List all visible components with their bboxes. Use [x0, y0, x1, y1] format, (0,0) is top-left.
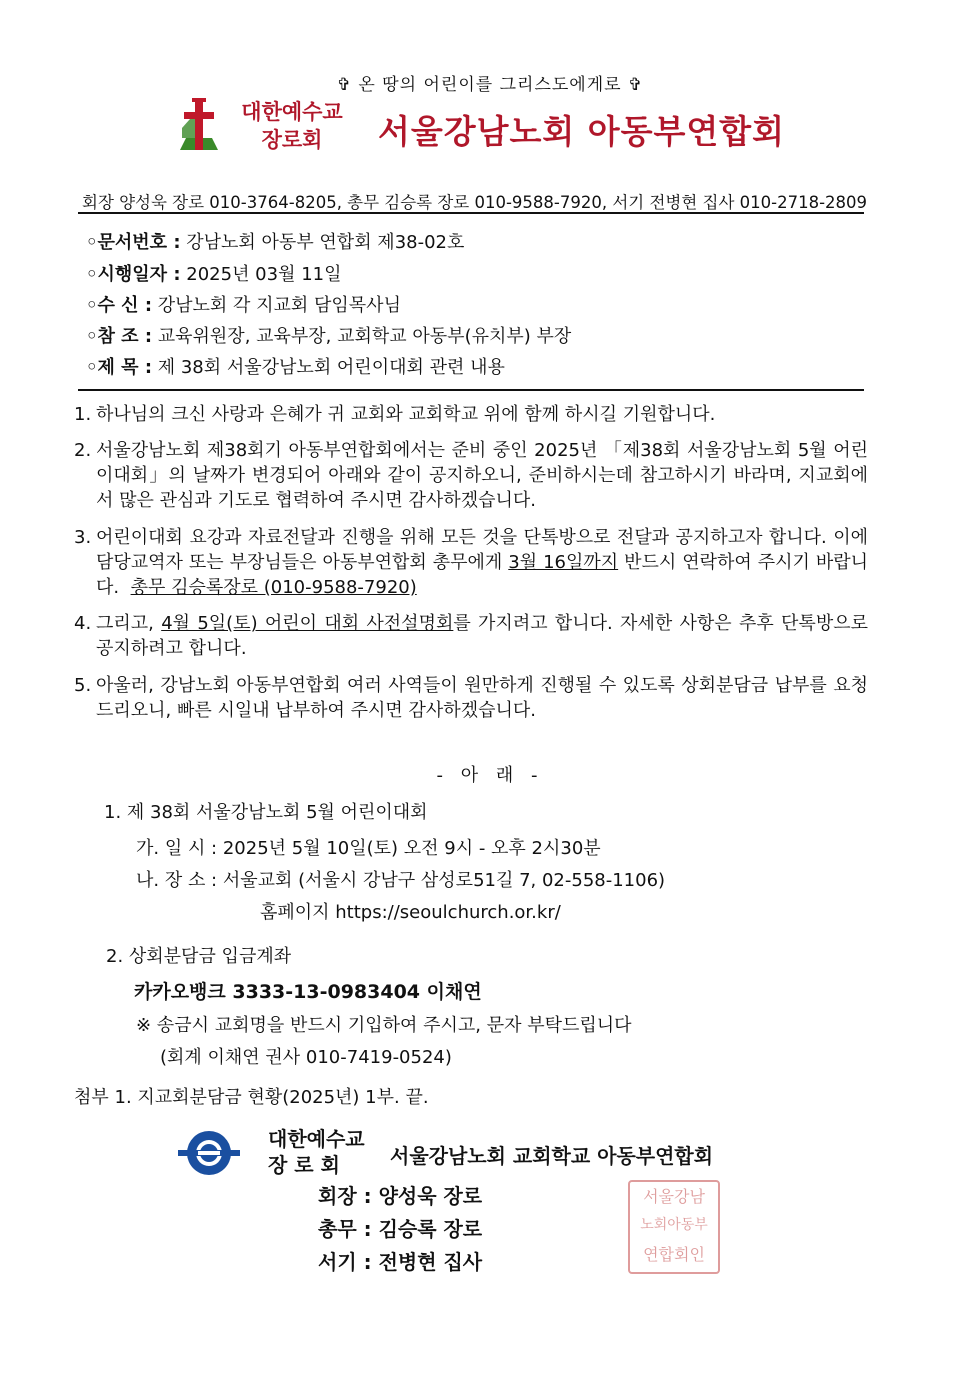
- footer-org-name: 대한예수교 장 로 회: [268, 1127, 365, 1177]
- treasurer-contact: (회계 이채연 권사 010-7419-0524): [160, 1047, 452, 1068]
- contact-underlined: 총무 김승록장로 (010-9588-7920): [130, 577, 417, 598]
- motto: ✞ 온 땅의 어린이를 그리스도에게로 ✞: [336, 75, 644, 95]
- page-title: 서울강남노회 아동부연합회: [378, 112, 786, 151]
- detail-item-1-date: 가. 일 시 : 2025년 5월 10일(토) 오전 9시 - 오후 2시30분: [136, 838, 601, 859]
- meta-date: ◦시행일자 : 2025년 03월 11일: [86, 264, 342, 285]
- remittance-note: ※ 송금시 교회명을 반드시 기입하여 주시고, 문자 부탁드립니다: [136, 1015, 632, 1036]
- meta-reference: ◦참 조 : 교육위원장, 교육부장, 교회학교 아동부(유치부) 부장: [86, 326, 572, 347]
- presbyterian-seal-icon: [178, 1130, 240, 1176]
- meta-subject: ◦제 목 : 제 38회 서울강남노회 어린이대회 관련 내용: [86, 357, 505, 378]
- contact-line: 회장 양성욱 장로 010-3764-8205, 총무 김승록 장로 010-9588-7920, 서기 전병현 집사 010-2718-2809: [82, 193, 868, 212]
- detail-item-2: 2. 상회분담금 입금계좌: [106, 946, 292, 967]
- paragraph-4: 4. 그리고, 4월 5일(토) 어린이 대회 사전설명회를 가지려고 합니다. 자세한 사항은 추후 단톡방으로 공지하려고 합니다.: [74, 613, 868, 659]
- detail-item-1: 1. 제 38회 서울강남노회 5월 어린이대회: [104, 802, 428, 823]
- meta-recipient: ◦수 신 : 강남노회 각 지교회 담임목사님: [86, 295, 401, 316]
- paragraph-2: 2. 서울강남노회 제38회기 아동부연합회에서는 준비 중인 2025년 「제38회 서울강남노회 5월 어린이대회」의 날짜가 변경되어 아래와 같이 공지하오니, 준비하시는데 참고하시기 바라며, 지교회에서 많은 관심과 기도로 협력하여 주시면 감사하겠습니다.: [74, 440, 868, 511]
- briefing-underlined: 4월 5일(토) 어린이 대회 사전설명회: [161, 613, 454, 634]
- paragraph-5: 5. 아울러, 강남노회 아동부연합회 여러 사역들이 원만하게 진행될 수 있도록 상회분담금 납부를 요청 드리오니, 빠른 시일내 납부하여 주시면 감사하겠습니다.: [74, 675, 868, 721]
- details-heading: - 아 래 -: [436, 765, 544, 786]
- footer-title: 서울강남노회 교회학교 아동부연합회: [390, 1144, 714, 1168]
- official-seal-stamp: 서울강남 노회아동부 연합회인: [628, 1180, 720, 1274]
- meta-doc-number: ◦문서번호 : 강남노회 아동부 연합회 제38-02호: [86, 232, 465, 253]
- divider-top: [78, 212, 864, 214]
- org-name-top: 대한예수교 장로회: [241, 100, 343, 152]
- signature-chair: 회장 : 양성욱 장로: [318, 1184, 483, 1208]
- divider-meta: [78, 389, 864, 391]
- cross-logo-icon: [178, 98, 220, 154]
- paragraph-1: 1. 하나님의 크신 사랑과 은혜가 귀 교회와 교회학교 위에 함께 하시길 기원합니다.: [74, 404, 716, 425]
- detail-item-1-place: 나. 장 소 : 서울교회 (서울시 강남구 삼성로51길 7, 02-558-1106): [136, 870, 666, 891]
- deadline-underlined: 3월 16일까지: [508, 552, 619, 573]
- signature-secretary: 서기 : 전병현 집사: [318, 1250, 483, 1274]
- bank-account: 카카오뱅크 3333-13-0983404 이채연: [134, 981, 482, 1003]
- detail-item-1-homepage[interactable]: 홈페이지 https://seoulchurch.or.kr/: [260, 902, 561, 923]
- attachment-line: 첨부 1. 지교회분담금 현황(2025년) 1부. 끝.: [74, 1087, 429, 1108]
- signature-general-secretary: 총무 : 김승록 장로: [318, 1217, 483, 1241]
- paragraph-3: 3. 어린이대회 요강과 자료전달과 진행을 위해 모든 것을 단톡방으로 전달과 공지하고자 합니다. 이에 담당교역자 또는 부장님들은 아동부연합회 총무에게 3월 16일까지 반드시 연락하여 주시기 바랍니다. 총무 김승록장로 (010-9588-7920): [74, 527, 868, 598]
